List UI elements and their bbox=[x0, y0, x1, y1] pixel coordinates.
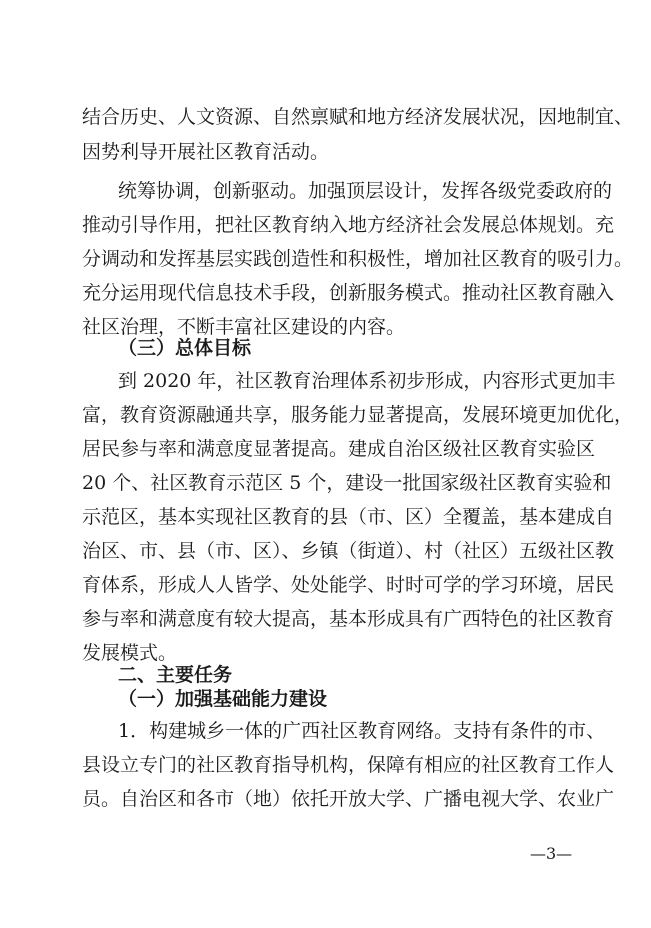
text-line: 县设立专门的社区教育指导机构，保障有相应的社区教育工作人 bbox=[82, 754, 615, 776]
text-line: 发展模式。 bbox=[82, 642, 178, 664]
text-line: 推动引导作用，把社区教育纳入地方经济社会发展总体规划。充 bbox=[82, 214, 615, 236]
text-line: 居民参与率和满意度显著提高。建成自治区级社区教育实验区 bbox=[82, 438, 596, 460]
text-line: 20 个、社区教育示范区 5 个，建设一批国家级社区教育实验和 bbox=[82, 472, 612, 494]
text-line: 社区治理，不断丰富社区建设的内容。 bbox=[82, 316, 406, 338]
text-line: 治区、市、县（市、区）、乡镇（街道）、村（社区）五级社区教 bbox=[82, 540, 615, 562]
text-line: 充分运用现代信息技术手段，创新服务模式。推动社区教育融入 bbox=[82, 282, 615, 304]
section-heading-main-tasks: 二、主要任务 bbox=[118, 664, 233, 686]
text-line: 因势利导开展社区教育活动。 bbox=[82, 141, 330, 163]
text-line: 分调动和发挥基层实践创造性和积极性，增加社区教育的吸引力。 bbox=[82, 248, 634, 270]
text-line: 示范区，基本实现社区教育的县（市、区）全覆盖，基本建成自 bbox=[82, 506, 615, 528]
text-line: 员。自治区和各市（地）依托开放大学、广播电视大学、农业广 bbox=[82, 788, 615, 810]
page-number: —3— bbox=[530, 844, 573, 863]
text-line: 1．构建城乡一体的广西社区教育网络。支持有条件的市、 bbox=[118, 720, 606, 742]
text-line: 参与率和满意度有较大提高，基本形成具有广西特色的社区教育 bbox=[82, 608, 615, 630]
text-line: 统筹协调，创新驱动。加强顶层设计，发挥各级党委政府的 bbox=[118, 180, 613, 202]
text-line: 到 2020 年，社区教育治理体系初步形成，内容形式更加丰 bbox=[118, 370, 616, 392]
text-line: 育体系，形成人人皆学、处处能学、时时可学的学习环境，居民 bbox=[82, 574, 615, 596]
text-line: 富，教育资源融通共享，服务能力显著提高，发展环境更加优化， bbox=[82, 404, 634, 426]
text-line: 结合历史、人文资源、自然禀赋和地方经济发展状况，因地制宜、 bbox=[82, 106, 634, 128]
section-heading-overall-goal: （三）总体目标 bbox=[118, 337, 252, 359]
section-heading-capacity-building: （一）加强基础能力建设 bbox=[118, 688, 328, 710]
